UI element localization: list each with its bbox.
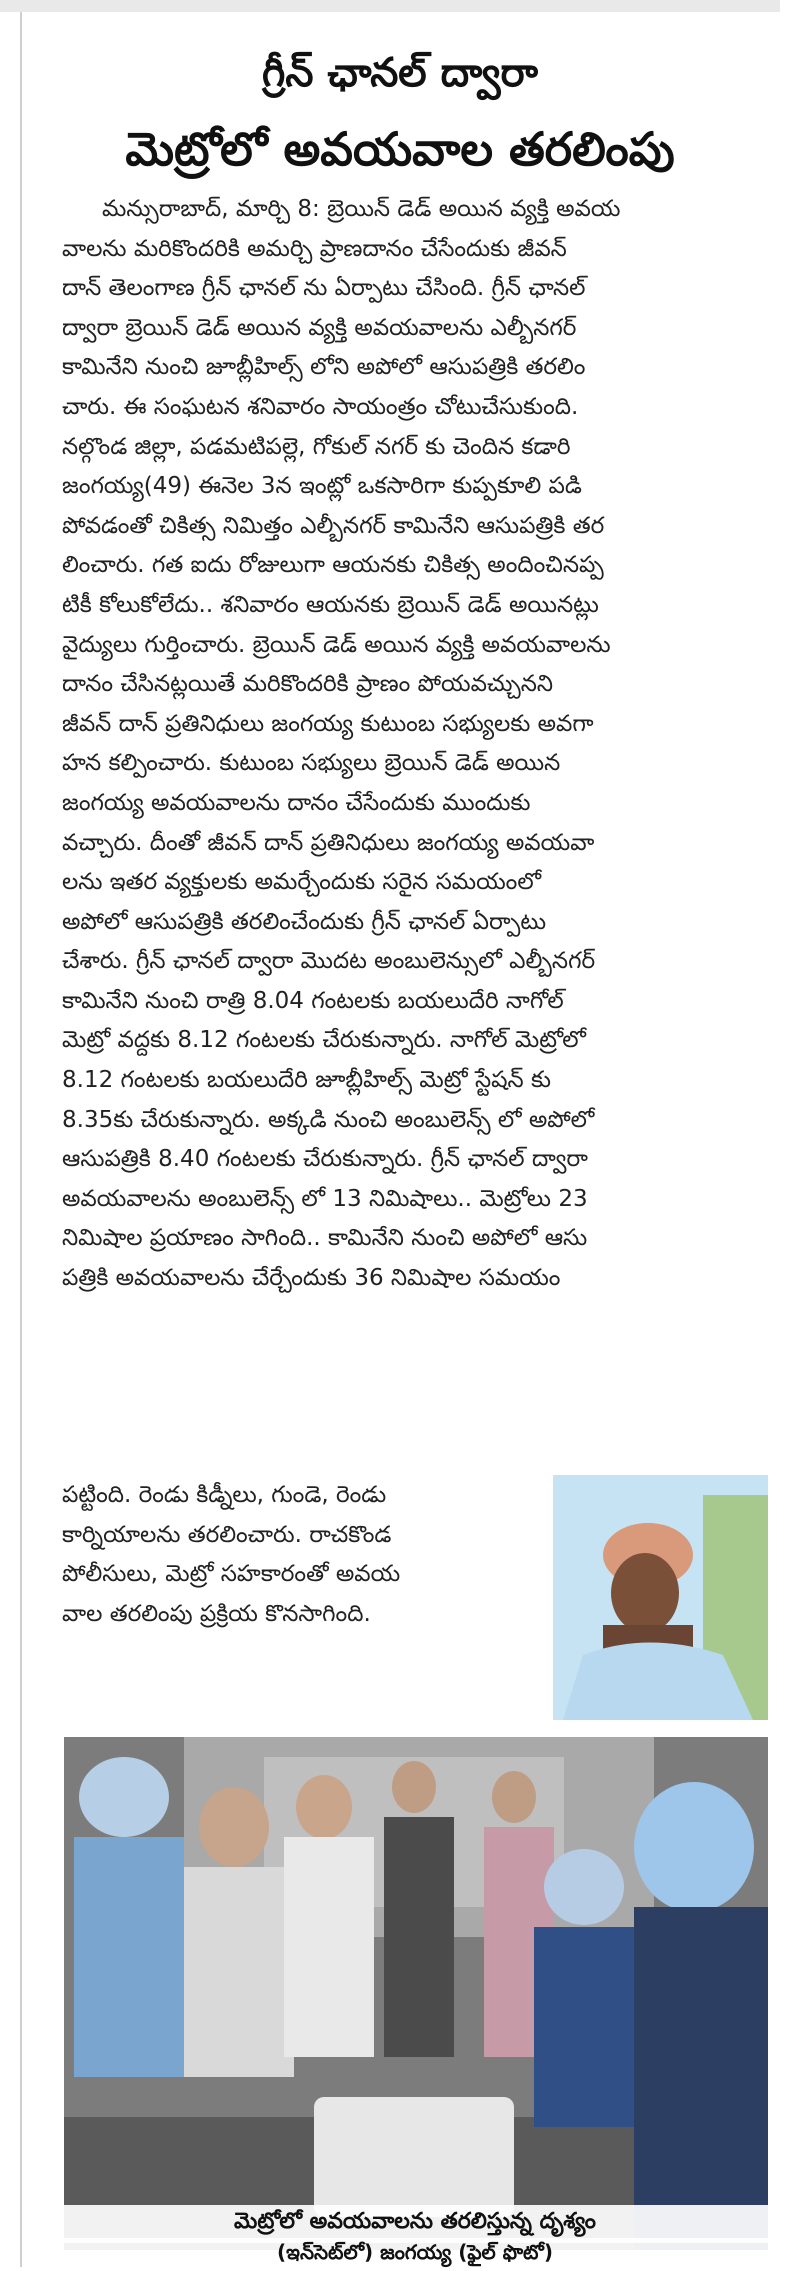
headline-line-2: మెట్రోలో అవయవాల తరలింపు	[125, 122, 675, 176]
body-line: ద్వారా బ్రెయిన్ డెడ్ అయిన వ్యక్తి అవయవాలను ఎల్బీనగర్	[62, 314, 577, 341]
body-line: వాల తరలింపు ప్రక్రియ కొనసాగింది.	[62, 1600, 371, 1627]
photo-caption: మెట్రోలో అవయవాలను తరలిస్తున్న దృశ్యం	[62, 2205, 768, 2243]
body-line: పోలీసులు, మెట్రో సహకారంతో అవయ	[62, 1561, 401, 1588]
body-line: లను ఇతర వ్యక్తులకు అమర్చేందుకు సరైన సమయంలో	[62, 869, 541, 896]
body-line: 8.12 గంటలకు బయలుదేరి జూబ్లీహిల్స్ మెట్రో స్టేషన్ కు	[62, 1067, 551, 1094]
body-line: చేశారు. గ్రీన్ ఛానల్ ద్వారా మొదట అంబులెన్సులో ఎల్బీనగర్	[62, 948, 596, 975]
portrait-image	[553, 1475, 768, 1720]
body-line: అవయవాలను అంబులెన్స్ లో 13 నిమిషాలు.. మెట్రోలు 23	[62, 1185, 588, 1212]
body-line: పత్రికి అవయవాలను చేర్చేందుకు 36 నిమిషాల సమయం	[62, 1265, 561, 1292]
body-line: లించారు. గత ఐదు రోజులుగా ఆయనకు చికిత్స అందించినప్ప	[62, 552, 604, 579]
body-line: 8.35కు చేరుకున్నారు. అక్కడి నుంచి అంబులెన్స్ లో అపోలో	[62, 1106, 595, 1133]
inset-caption: (ఇన్‌సెట్‌లో) జంగయ్య (ఫైల్ ఫొటో)	[62, 2238, 768, 2271]
body-line: వైద్యులు గుర్తించారు. బ్రెయిన్ డెడ్ అయిన వ్యక్తి అవయవాలను	[62, 631, 611, 658]
headline-line-1: గ్రీన్ ఛానల్ ద్వారా	[262, 50, 538, 96]
body-line: నిమిషాల ప్రయాణం సాగింది.. కామినేని నుంచి అపోలో ఆసు	[62, 1225, 588, 1252]
article-body-narrow	[62, 1476, 547, 1634]
body-line: మెట్రో వద్దకు 8.12 గంటలకు చేరుకున్నారు. నాగోల్ మెట్రోలో	[62, 1027, 586, 1054]
body-line: దానం చేసినట్లయితే మరికొందరికి ప్రాణం పోయవచ్చునని	[62, 671, 554, 698]
left-border	[20, 12, 22, 2267]
body-line: టికీ కోలుకోలేదు.. శనివారం ఆయనకు బ్రెయిన్ డెడ్ అయినట్లు	[62, 591, 599, 618]
body-line: కామినేని నుంచి జూబ్లీహిల్స్ లోని అపోలో ఆసుపత్రికి తరలిం	[62, 354, 586, 381]
body-line: మన్సురాబాద్, మార్చి 8: బ్రెయిన్ డెడ్ అయిన వ్యక్తి అవయ	[102, 196, 621, 222]
body-line: కామినేని నుంచి రాత్రి 8.04 గంటలకు బయలుదేరి నాగోల్	[62, 987, 564, 1014]
body-line: అపోలో ఆసుపత్రికి తరలించేందుకు గ్రీన్ ఛానల్ ఏర్పాటు	[62, 908, 547, 935]
inset-portrait-photo	[553, 1475, 768, 1720]
body-line: వచ్చారు. దీంతో జీవన్ దాన్ ప్రతినిధులు జంగయ్య అవయవా	[62, 829, 595, 856]
body-line: వాలను మరికొందరికి అమర్చి ప్రాణదానం చేసేందుకు జీవన్	[62, 235, 567, 262]
body-line: కార్నియాలను తరలించారు. రాచకొండ	[62, 1521, 392, 1548]
body-line: ఆసుపత్రికి 8.40 గంటలకు చేరుకున్నారు. గ్రీన్ ఛానల్ ద్వారా	[62, 1146, 588, 1173]
body-line: చారు. ఈ సంఘటన శనివారం సాయంత్రం చోటుచేసుకుంది.	[62, 393, 579, 420]
body-line: హన కల్పించారు. కుటుంబ సభ్యులు బ్రెయిన్ డెడ్ అయిన	[62, 750, 561, 777]
body-line: పట్టింది. రెండు కిడ్నీలు, గుండె, రెండు	[62, 1482, 387, 1508]
body-line: జీవన్ దాన్ ప్రతినిధులు జంగయ్య కుటుంబ సభ్యులకు అవగా	[62, 710, 594, 737]
top-border	[0, 0, 780, 12]
body-line: జంగయ్య అవయవాలను దానం చేసేందుకు ముందుకు	[62, 789, 531, 816]
body-line: పోవడంతో చికిత్స నిమిత్తం ఎల్బీనగర్ కామినేని ఆసుపత్రికి తర	[62, 512, 605, 539]
body-line: దాన్ తెలంగాణ గ్రీన్ ఛానల్ ను ఏర్పాటు చేసింది. గ్రీన్ ఛానల్	[62, 275, 586, 302]
metro-photo	[64, 1737, 768, 2250]
article-body	[62, 190, 762, 1299]
body-line: జంగయ్య(49) ఈనెల 3న ఇంట్లో ఒకసారిగా కుప్పకూలి పడి	[62, 473, 582, 500]
body-line: నల్గొండ జిల్లా, పడమటిపల్లె, గోకుల్ నగర్ కు చెందిన కడారి	[62, 433, 571, 460]
metro-scene-image	[64, 1737, 768, 2250]
